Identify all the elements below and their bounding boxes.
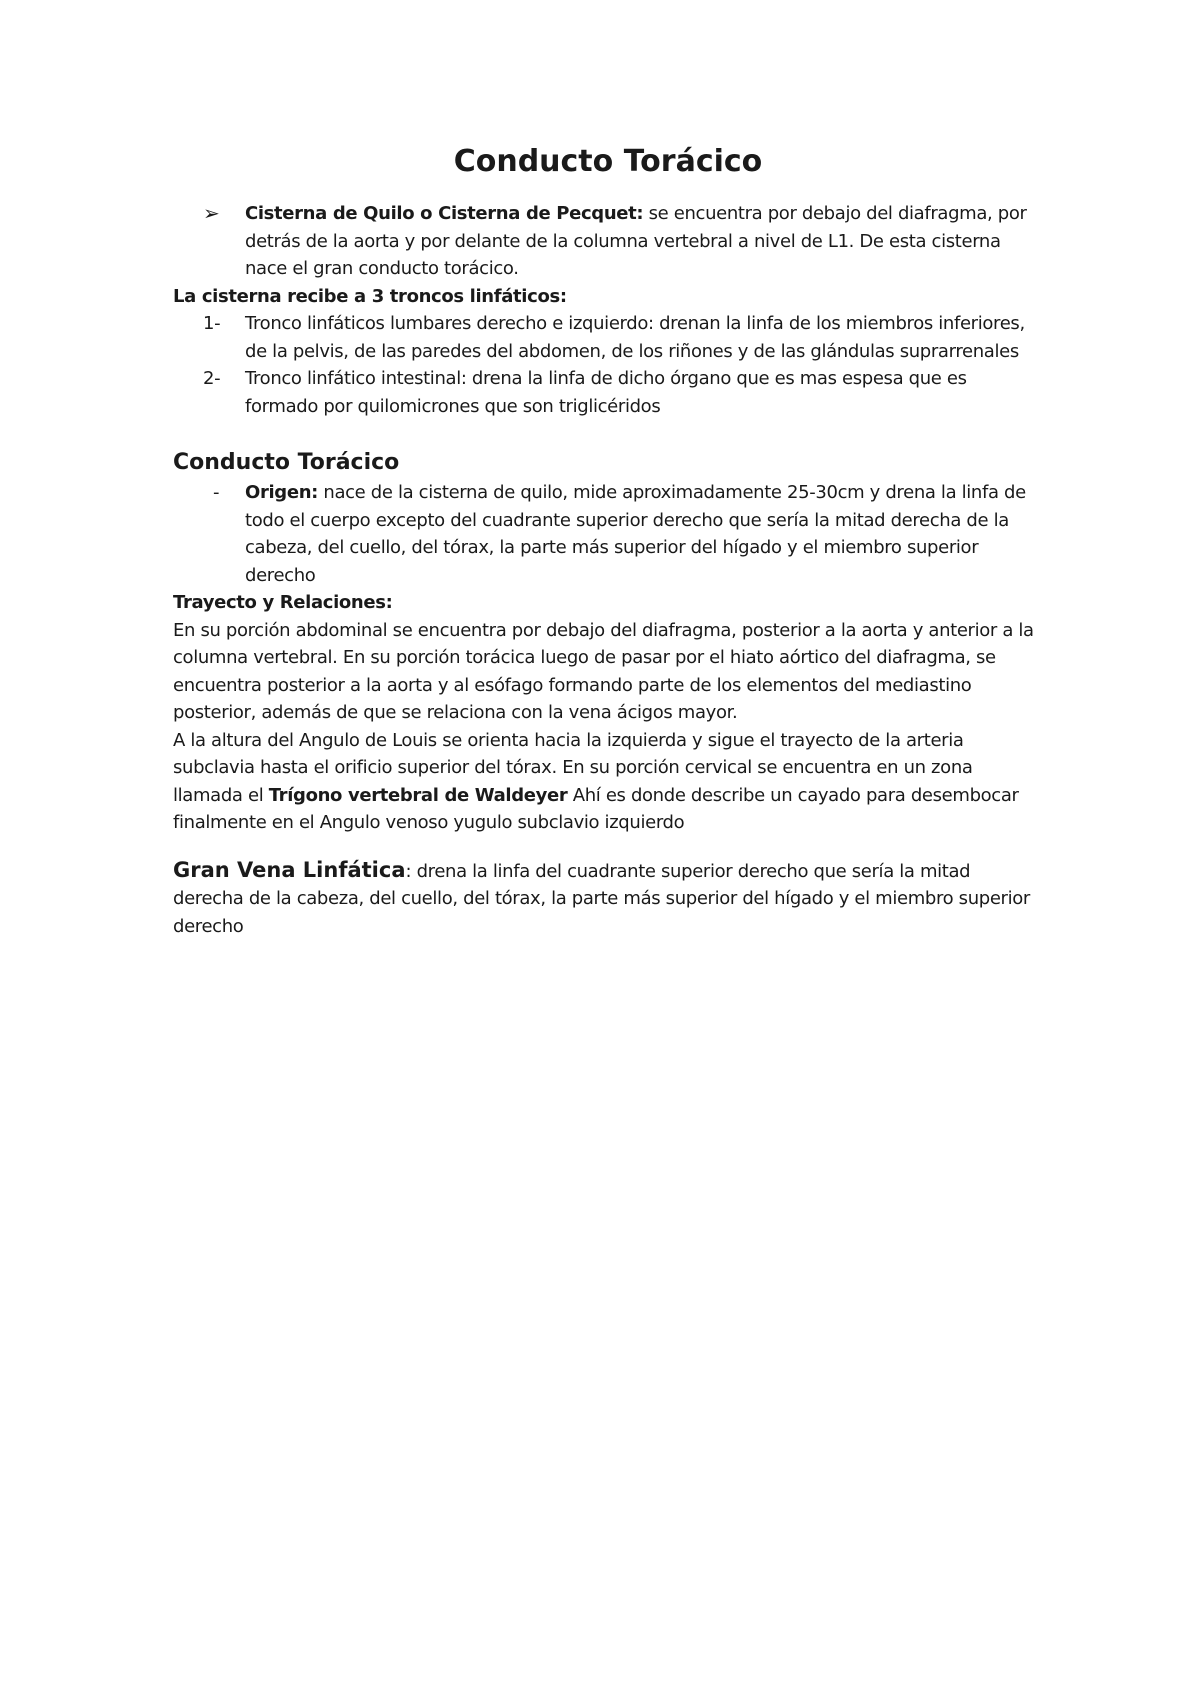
- tronco-item-1: [173, 310, 1043, 365]
- tronco-text: Tronco linfáticos lumbares derecho e izquierdo: drenan la linfa de los miembros inferiores, de la pelvis, de las paredes del abdomen, de los riñones y de las glándulas suprarrenales: [245, 313, 1025, 362]
- trayecto-paragraph-2: A la altura del Angulo de Louis se orienta hacia la izquierda y sigue el trayecto de la arteria subclavia hasta el orificio superior del tórax. En su porción cervical se encuentra en un zona llamada el Trígono vertebral de Waldeyer Ahí es donde describe un cayado para desembocar finalmente en el Angulo venoso yugulo subclavio izquierdo: [173, 729, 1019, 833]
- origen-text: nace de la cisterna de quilo, mide aproximadamente 25-30cm y drena la linfa de todo el cuerpo excepto del cuadrante superior derecho que sería la mitad derecha de la cabeza, del cuello, del tórax, la parte más superior del hígado y el miembro superior derecho: [245, 482, 1026, 586]
- trayecto-paragraph-1: En su porción abdominal se encuentra por debajo del diafragma, posterior a la aorta y anterior a la columna vertebral. En su porción torácica luego de pasar por el hiato aórtico del diafragma, se encuentra posterior a la aorta y al esófago formando parte de los elementos del mediastino posterior, además de que se relaciona con la vena ácigos mayor.: [173, 619, 1034, 723]
- tronco-number: 2-: [203, 368, 221, 389]
- origen-paragraph: [245, 479, 1043, 589]
- document-body: [173, 142, 1043, 940]
- cisterna-text: se encuentra por debajo del diafragma, por detrás de la aorta y por delante de la columna vertebral a nivel de L1. De esta cisterna nace el gran conducto torácico.: [245, 203, 1027, 279]
- spacer: [173, 420, 1043, 447]
- trayecto-heading: Trayecto y Relaciones:: [173, 592, 393, 613]
- page-title: Conducto Torácico: [453, 144, 763, 179]
- section-heading: Conducto Torácico: [173, 450, 400, 475]
- waldeyer-term: Trígono vertebral de Waldeyer: [268, 784, 568, 806]
- gran-vena-term: Gran Vena Linfática: [173, 857, 406, 882]
- cisterna-paragraph: [245, 200, 1043, 283]
- arrow-bullet-icon: ➢: [203, 201, 220, 225]
- tronco-number: 1-: [203, 313, 221, 334]
- dash-bullet-icon: -: [213, 482, 220, 503]
- origen-item: [173, 479, 1043, 589]
- cisterna-bullet-item: [173, 200, 1043, 283]
- tronco-text: Tronco linfático intestinal: drena la linfa de dicho órgano que es mas espesa que es formado por quilomicrones que son triglicéridos: [245, 368, 967, 417]
- gran-vena-paragraph: [173, 857, 1043, 941]
- troncos-heading: La cisterna recibe a 3 troncos linfáticos:: [173, 285, 567, 307]
- tronco-item-2: [173, 365, 1043, 420]
- cisterna-term: Cisterna de Quilo o Cisterna de Pecquet:: [245, 203, 644, 224]
- gran-vena-text: : drena la linfa del cuadrante superior derecho que sería la mitad derecha de la cabeza, del cuello, del tórax, la parte más superior del hígado y el miembro superior derecho: [173, 860, 1030, 937]
- origen-term: Origen:: [245, 482, 319, 503]
